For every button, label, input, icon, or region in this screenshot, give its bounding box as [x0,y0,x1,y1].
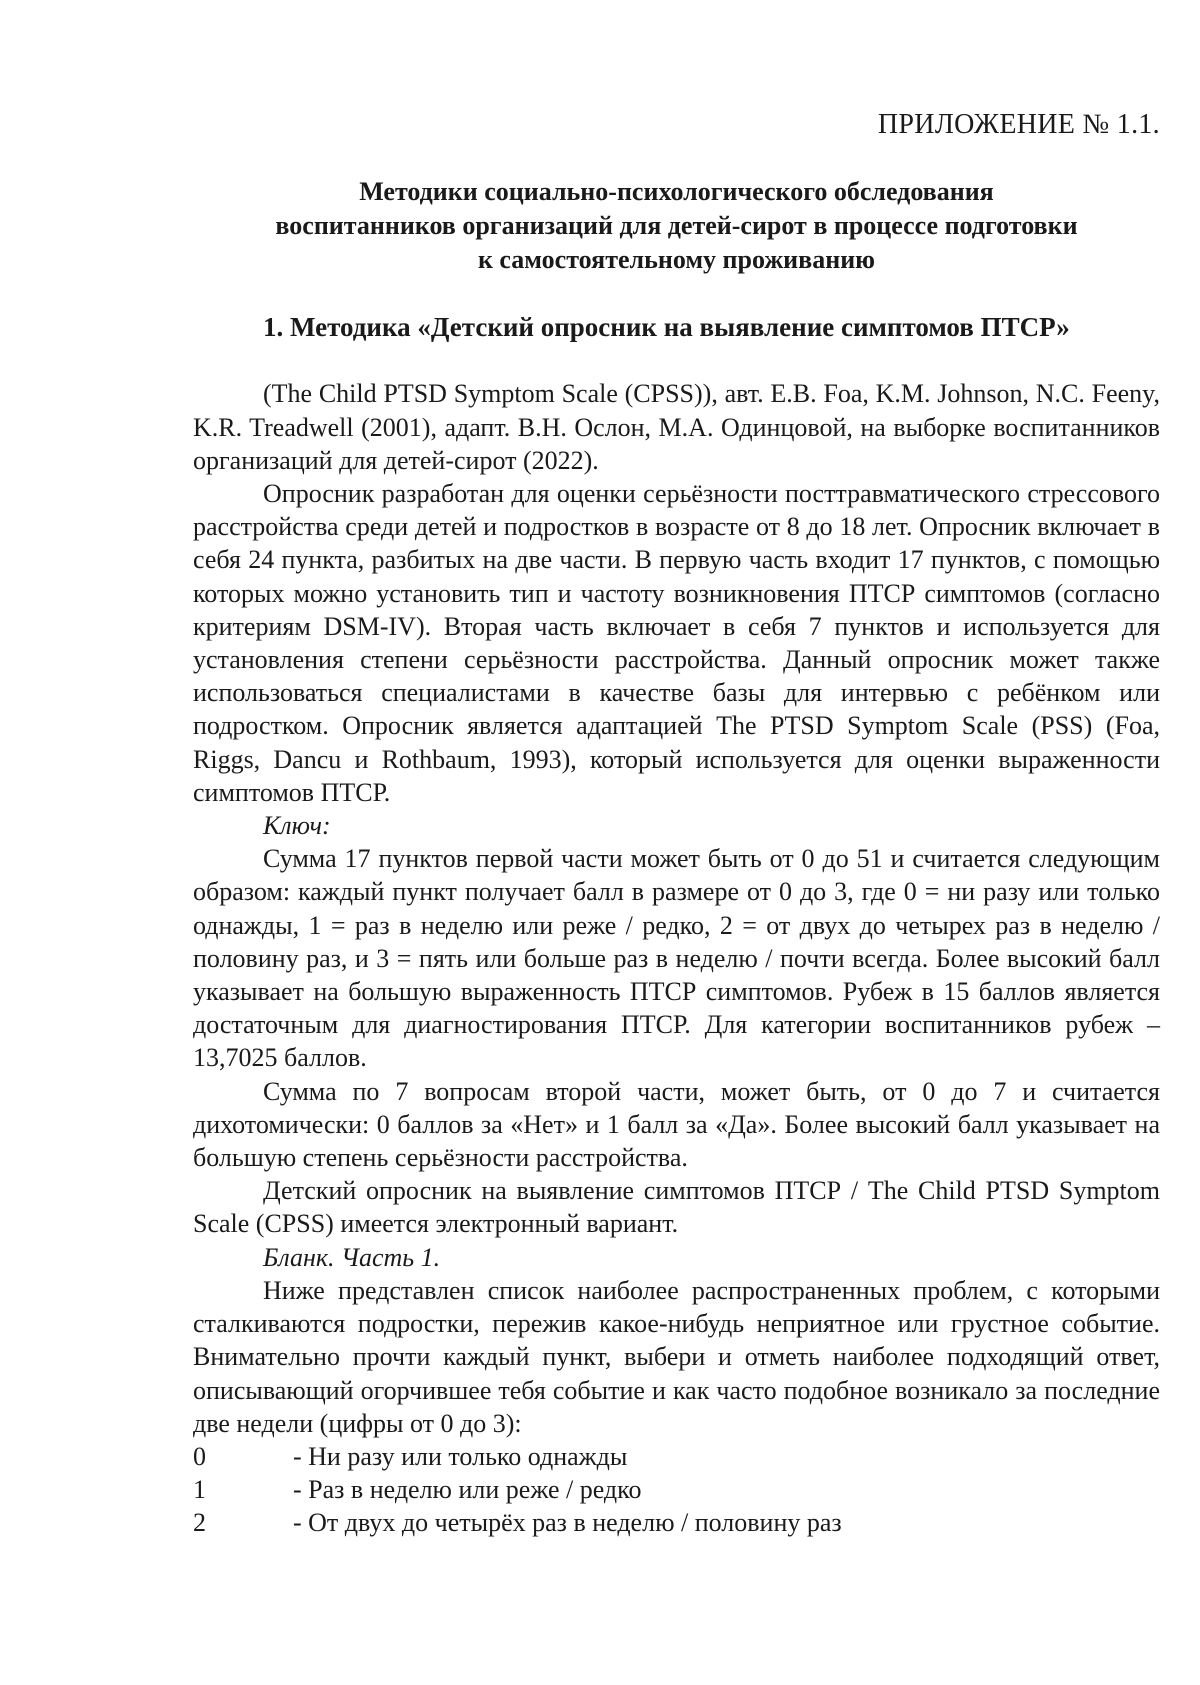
document-page [193,108,1160,1540]
answer-scale-list [193,1440,1160,1540]
scale-item-text: - От двух до четырёх раз в неделю / половину раз [293,1508,842,1538]
section-heading: 1. Методика «Детский опросник на выявление симптомов ПТСР» [263,312,1070,343]
appendix-label: ПРИЛОЖЕНИЕ № 1.1. [877,109,1160,140]
description-paragraph: Опросник разработан для оценки серьёзности посттравматического стрессового расстройства среди детей и подростков в возрасте от 8 до 18 лет. Опросник включает в себя 24 пункта, разбитых на две части. В первую часть входит 17 пунктов, с помощью которых можно установить тип и частоту возникновения ПТСР симптомов (согласно критериям DSM-IV). Вторая часть включает в себя 7 пунктов и используется для установления степени серьёзности расстройства. Данный опросник может также использоваться специалистами в качестве базы для интервью с ребёнком или подростком. Опросник является адаптацией The PTSD Symptom Scale (PSS) (Foa, Riggs, Dancu и Rothbaum, 1993), который используется для оценки выраженности симптомов ПТСР. [193,479,1160,807]
scale-item-number: 1 [193,1475,206,1505]
scale-item [193,1473,1160,1506]
title-line-1: Методики социально-психологического обследования [359,177,994,207]
title-line-2: воспитанников организаций для детей-сирот в процессе подготовки [275,211,1078,241]
key-part2-paragraph: Сумма по 7 вопросам второй части, может быть, от 0 до 7 и считается дихотомически: 0 баллов за «Нет» и 1 балл за «Да». Более высокий балл указывает на большую степень серьёзности расстройства. [193,1076,1160,1173]
scale-item [193,1440,1160,1473]
scale-item-text: - Ни разу или только однажды [293,1441,628,1471]
instruction-paragraph: Ниже представлен список наиболее распространенных проблем, с которыми сталкиваются подростки, пережив какое-нибудь неприятное или грустное событие. Внимательно прочти каждый пункт, выбери и отметь наиболее подходящий ответ, описывающий огорчившее тебя событие и как часто подобное возникало за последние две недели (цифры от 0 до 3): [193,1275,1160,1438]
key-label: Ключ: [263,811,331,841]
source-paragraph: (The Child PTSD Symptom Scale (CPSS)), авт. E.B. Foa, K.M. Johnson, N.C. Feeny, K.R. Treadwell (2001), адапт. В.Н. Ослон, М.А. Одинцовой, на выборке воспитанников организаций для детей-сирот (2022). [193,379,1160,475]
scale-item-number: 2 [193,1508,206,1538]
form-label: Бланк. Часть 1. [263,1242,441,1272]
scale-item-number: 0 [193,1441,206,1471]
title-line-3: к самостоятельному проживанию [477,245,876,275]
document-title [193,175,1160,277]
scale-item [193,1506,1160,1539]
scale-item-text: - Раз в неделю или реже / редко [293,1475,642,1505]
electronic-version-paragraph: Детский опросник на выявление симптомов ПТСР / The Child PTSD Symptom Scale (CPSS) имеется электронный вариант. [193,1176,1160,1239]
key-part1-paragraph: Сумма 17 пунктов первой части может быть от 0 до 51 и считается следующим образом: каждый пункт получает балл в размере от 0 до 3, где 0 = ни разу или только однажды, 1 = раз в неделю или реже / редко, 2 = от двух до четырех раз в неделю / половину раз, и 3 = пять или больше раз в неделю / почти всегда. Более высокий балл указывает на большую выраженность ПТСР симптомов. Рубеж в 15 баллов является достаточным для диагностирования ПТСР. Для категории воспитанников рубеж – 13,7025 баллов. [193,844,1160,1073]
